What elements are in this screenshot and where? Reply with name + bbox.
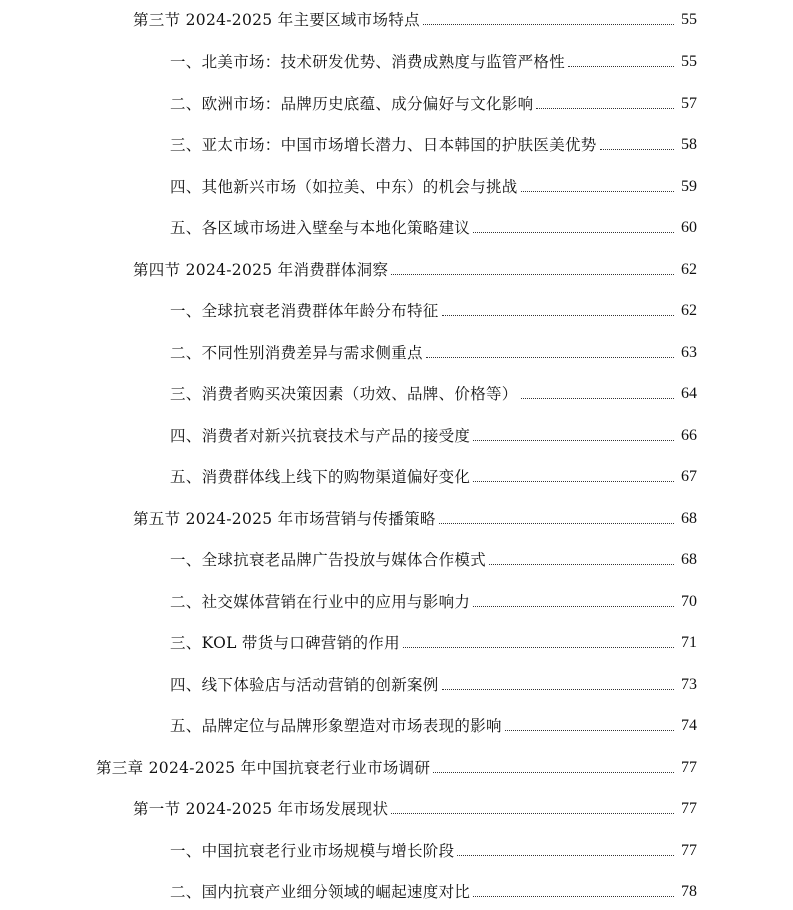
toc-entry[interactable]: [170, 588, 697, 612]
toc-entry-title: 三、亚太市场：中国市场增长潜力、日本韩国的护肤医美优势: [170, 136, 597, 154]
toc-dot-leader: [433, 772, 674, 773]
toc-entry[interactable]: [133, 6, 697, 30]
toc-page-number: 67: [681, 468, 697, 485]
toc-entry-title: 二、不同性别消费差异与需求侧重点: [170, 344, 423, 362]
toc-entry-title: 三、KOL 带货与口碑营销的作用: [170, 634, 400, 652]
toc-entry-title: 五、各区域市场进入壁垒与本地化策略建议: [170, 219, 471, 237]
toc-entry-title: 第五节 2024-2025 年市场营销与传播策略: [133, 510, 436, 528]
toc-page-number: 68: [681, 551, 697, 568]
toc-dot-leader: [505, 730, 674, 731]
toc-entry[interactable]: [170, 422, 697, 446]
toc-entry[interactable]: [133, 256, 697, 280]
toc-page-number: 62: [681, 261, 697, 278]
toc-dot-leader: [521, 398, 674, 399]
toc-page-number: 77: [681, 842, 697, 859]
toc-entry-title: 一、全球抗衰老品牌广告投放与媒体合作模式: [170, 551, 487, 569]
toc-dot-leader: [423, 24, 674, 25]
toc-entry-title: 四、线下体验店与活动营销的创新案例: [170, 676, 439, 694]
toc-entry-title: 四、其他新兴市场（如拉美、中东）的机会与挑战: [170, 178, 518, 196]
toc-entry[interactable]: [170, 297, 697, 321]
toc-entry[interactable]: [170, 48, 697, 72]
toc-page-number: 73: [681, 676, 697, 693]
toc-entry[interactable]: [170, 380, 697, 404]
toc-entry[interactable]: [170, 878, 697, 902]
toc-page-number: 77: [681, 800, 697, 817]
toc-entry[interactable]: [170, 214, 697, 238]
toc-entry-title: 一、中国抗衰老行业市场规模与增长阶段: [170, 842, 455, 860]
toc-page-number: 62: [681, 302, 697, 319]
toc-entry-title: 三、消费者购买决策因素（功效、品牌、价格等）: [170, 385, 518, 403]
toc-dot-leader: [403, 647, 674, 648]
toc-dot-leader: [473, 896, 674, 897]
toc-entry[interactable]: [133, 795, 697, 819]
toc-dot-leader: [568, 66, 674, 67]
toc-entry[interactable]: [170, 546, 697, 570]
toc-dot-leader: [439, 523, 674, 524]
toc-page-number: 78: [681, 883, 697, 900]
toc-dot-leader: [489, 564, 674, 565]
toc-page-number: 55: [681, 11, 697, 28]
toc-entry-title: 第三章 2024-2025 年中国抗衰老行业市场调研: [96, 759, 431, 777]
toc-page-number: 77: [681, 759, 697, 776]
toc-entry-title: 五、消费群体线上线下的购物渠道偏好变化: [170, 468, 471, 486]
toc-dot-leader: [391, 274, 674, 275]
toc-entry[interactable]: [170, 90, 697, 114]
toc-entry-title: 第四节 2024-2025 年消费群体洞察: [133, 261, 389, 279]
toc-dot-leader: [442, 315, 674, 316]
toc-page-number: 58: [681, 136, 697, 153]
toc-page-number: 66: [681, 427, 697, 444]
toc-page-number: 74: [681, 717, 697, 734]
toc-entry[interactable]: [170, 131, 697, 155]
toc-dot-leader: [391, 813, 674, 814]
toc-entry-title: 五、品牌定位与品牌形象塑造对市场表现的影响: [170, 717, 502, 735]
toc-entry[interactable]: [170, 671, 697, 695]
toc-entry[interactable]: [133, 505, 697, 529]
toc-entry-title: 二、社交媒体营销在行业中的应用与影响力: [170, 593, 471, 611]
toc-dot-leader: [473, 440, 674, 441]
toc-dot-leader: [600, 149, 674, 150]
toc-page-number: 70: [681, 593, 697, 610]
toc-dot-leader: [473, 481, 674, 482]
toc-dot-leader: [473, 606, 674, 607]
toc-dot-leader: [457, 855, 674, 856]
toc-page-number: 55: [681, 53, 697, 70]
toc-page-number: 71: [681, 634, 697, 651]
toc-dot-leader: [442, 689, 674, 690]
toc-dot-leader: [426, 357, 674, 358]
toc-entry-title: 一、北美市场：技术研发优势、消费成熟度与监管严格性: [170, 53, 566, 71]
toc-page-number: 59: [681, 178, 697, 195]
toc-entry-title: 二、欧洲市场：品牌历史底蕴、成分偏好与文化影响: [170, 95, 534, 113]
toc-page-number: 63: [681, 344, 697, 361]
toc-entry-title: 四、消费者对新兴抗衰技术与产品的接受度: [170, 427, 471, 445]
toc-page-number: 60: [681, 219, 697, 236]
toc-page-number: 64: [681, 385, 697, 402]
toc-dot-leader: [536, 108, 674, 109]
toc-entry[interactable]: [170, 339, 697, 363]
toc-entry[interactable]: [96, 754, 697, 778]
toc-entry[interactable]: [170, 463, 697, 487]
toc-page-number: 68: [681, 510, 697, 527]
toc-entry-title: 一、全球抗衰老消费群体年龄分布特征: [170, 302, 439, 320]
toc-entry-title: 二、国内抗衰产业细分领域的崛起速度对比: [170, 883, 471, 901]
toc-entry-title: 第三节 2024-2025 年主要区域市场特点: [133, 11, 420, 29]
toc-entry[interactable]: [170, 173, 697, 197]
toc-entry[interactable]: [170, 629, 697, 653]
toc-dot-leader: [521, 191, 674, 192]
toc-page-number: 57: [681, 95, 697, 112]
toc-entry-title: 第一节 2024-2025 年市场发展现状: [133, 800, 389, 818]
toc-entry[interactable]: [170, 837, 697, 861]
toc-entry[interactable]: [170, 712, 697, 736]
toc-dot-leader: [473, 232, 674, 233]
